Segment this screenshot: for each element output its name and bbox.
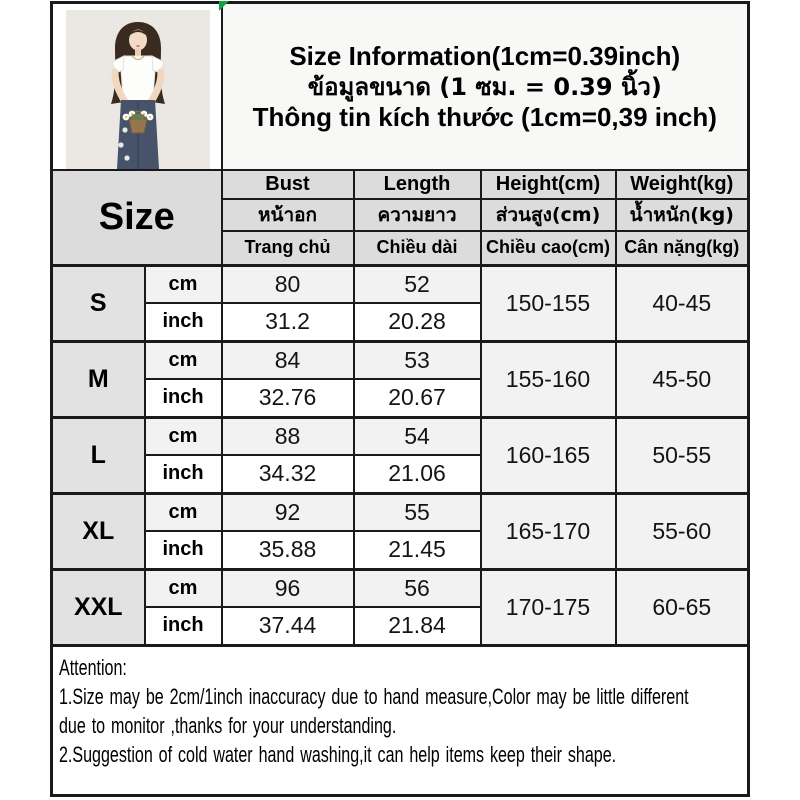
col-header-bust-vi: Trang chủ [222,231,354,265]
col-header-height-en: Height(cm) [481,170,616,199]
col-header-bust-en: Bust [222,170,354,199]
size-label-l: L [52,417,145,493]
height-range-value: 155-160 [481,341,616,417]
bust-cm-value: 92 [222,493,354,531]
length-cm-value: 56 [354,569,481,607]
length-cm-value: 54 [354,417,481,455]
unit-label-cm: cm [145,493,222,531]
unit-label-inch: inch [145,455,222,493]
height-range-value: 160-165 [481,417,616,493]
bust-inch-value: 34.32 [222,455,354,493]
size-table [50,1,750,797]
bust-cm-value: 96 [222,569,354,607]
col-header-height-vi: Chiều cao(cm) [481,231,616,265]
length-inch-value: 21.45 [354,531,481,569]
bust-inch-value: 32.76 [222,379,354,417]
height-range-value: 165-170 [481,493,616,569]
attention-line-3: 2.Suggestion of cold water hand washing,it can help items keep their shape. [59,741,617,767]
unit-label-inch: inch [145,303,222,341]
weight-range-value: 40-45 [616,265,749,341]
bust-cm-value: 80 [222,265,354,303]
unit-label-cm: cm [145,341,222,379]
title-vietnamese: Thông tin kích thước (1cm=0,39 inch) [252,101,717,132]
unit-label-inch: inch [145,531,222,569]
height-range-value: 170-175 [481,569,616,645]
title-english: Size Information(1cm=0.39inch) [289,40,681,71]
weight-range-value: 50-55 [616,417,749,493]
size-corner-header: Size [52,170,222,265]
unit-label-inch: inch [145,607,222,645]
length-cm-value: 53 [354,341,481,379]
size-label-m: M [52,341,145,417]
col-header-weight-th: น้ำหนัก(kg) [616,199,749,231]
unit-label-cm: cm [145,569,222,607]
col-header-height-th: ส่วนสูง(cm) [481,199,616,231]
length-cm-value: 52 [354,265,481,303]
col-header-weight-en: Weight(kg) [616,170,749,199]
length-inch-value: 20.28 [354,303,481,341]
bust-inch-value: 35.88 [222,531,354,569]
attention-line-1: 1.Size may be 2cm/1inch inaccuracy due to hand measure,Color may be little different [59,683,689,709]
col-header-length-en: Length [354,170,481,199]
height-range-value: 150-155 [481,265,616,341]
size-chart-sheet [50,1,747,797]
length-cm-value: 55 [354,493,481,531]
bust-cm-value: 84 [222,341,354,379]
attention-heading: Attention: [59,654,127,680]
unit-label-cm: cm [145,417,222,455]
weight-range-value: 60-65 [616,569,749,645]
col-header-length-th: ความยาว [354,199,481,231]
bust-inch-value: 37.44 [222,607,354,645]
col-header-length-vi: Chiều dài [354,231,481,265]
green-corner-marker-icon [219,1,229,11]
length-inch-value: 21.06 [354,455,481,493]
attention-line-2: due to monitor ,thanks for your understanding. [59,712,397,738]
size-label-xxl: XXL [52,569,145,645]
attention-note [52,645,749,796]
size-label-xl: XL [52,493,145,569]
length-inch-value: 21.84 [354,607,481,645]
bust-inch-value: 31.2 [222,303,354,341]
model-photo-cell [52,3,222,171]
length-inch-value: 20.67 [354,379,481,417]
unit-label-inch: inch [145,379,222,417]
weight-range-value: 45-50 [616,341,749,417]
unit-label-cm: cm [145,265,222,303]
model-photo [66,10,210,169]
bust-cm-value: 88 [222,417,354,455]
size-label-s: S [52,265,145,341]
title-thai: ข้อมูลขนาด (1 ซม. = 0.39 นิ้ว) [307,72,662,101]
col-header-bust-th: หน้าอก [222,199,354,231]
weight-range-value: 55-60 [616,493,749,569]
title-cell [222,3,749,171]
col-header-weight-vi: Cân nặng(kg) [616,231,749,265]
